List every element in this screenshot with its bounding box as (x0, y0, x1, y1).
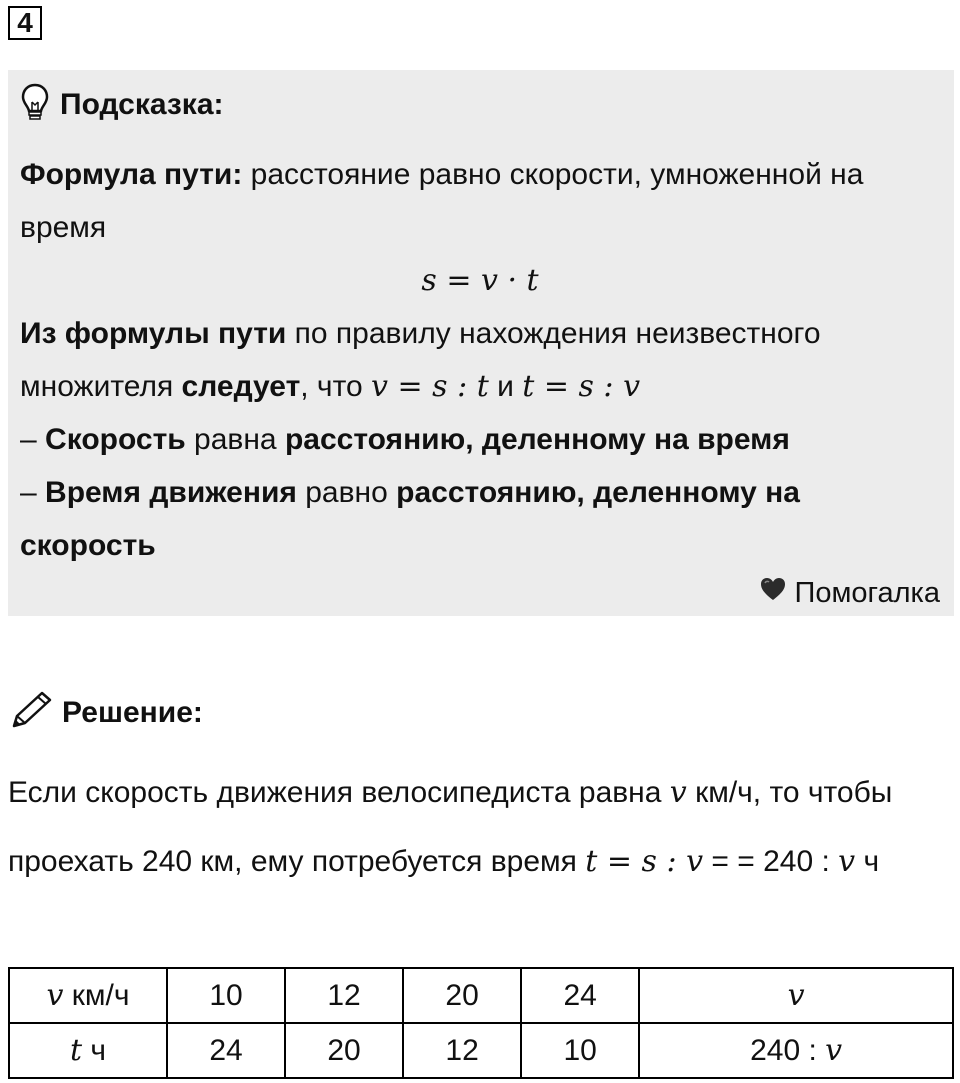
rule-time-bold2: расстоянию, деленному на скорость (20, 476, 800, 562)
table-cell: 24 (167, 1023, 285, 1078)
distance-formula (20, 254, 940, 307)
rule-speed-text: равна (185, 423, 285, 456)
hint-body (20, 148, 940, 572)
rule-time-bold1: Время движения (45, 476, 297, 509)
rule-time (20, 466, 940, 572)
table-row-speed (9, 968, 953, 1023)
speed-last-var: v (787, 978, 805, 1013)
formula: s = v · t (421, 263, 539, 298)
solution-title: Решение: (62, 695, 203, 729)
table-cell: 24 (521, 968, 639, 1023)
pencil-icon (8, 690, 54, 735)
rule-speed-bold1: Скорость (45, 423, 186, 456)
solution-p1: Если скорость движения велосипедиста равна (8, 776, 670, 809)
speed-unit: км/ч (63, 979, 130, 1012)
heart-icon (759, 576, 795, 610)
row-header-time (9, 1023, 167, 1078)
table-row-time (9, 1023, 953, 1078)
time-unit: ч (82, 1034, 107, 1067)
time-var: t (69, 1033, 83, 1068)
speed-var: v (46, 978, 64, 1013)
derivation-bold1: Из формулы пути (20, 317, 287, 350)
table-cell-last (639, 968, 953, 1023)
table-cell: 12 (285, 968, 403, 1023)
solution-header (8, 690, 203, 735)
table-cell: 12 (403, 1023, 521, 1078)
task-number: 4 (8, 6, 42, 40)
solution-formula: t = s : v (585, 844, 704, 879)
values-table (8, 967, 954, 1079)
time-last-var: v (825, 1033, 843, 1068)
row-header-speed (9, 968, 167, 1023)
credit-label: Помогалка (794, 576, 940, 609)
derivation-text1: по правилу нахождения неизвестного множителя (20, 317, 821, 403)
hint-title: Подсказка: (60, 87, 224, 121)
derivation (20, 307, 940, 413)
table-cell-last (639, 1023, 953, 1078)
solution-p4: ч (855, 845, 880, 878)
derivation-text2: , что (300, 370, 371, 403)
hint-panel (8, 70, 954, 616)
formula-label: Формула пути: (20, 158, 243, 191)
formula-definition (20, 148, 940, 254)
rule-speed (20, 413, 940, 466)
solution-p2: км/ч, то чтобы проехать 240 км, ему потребуется время (8, 776, 893, 878)
rule-speed-dash: – (20, 423, 46, 456)
speed-formula: v = s : t (371, 369, 489, 404)
derivation-bold2: следует (181, 370, 301, 403)
solution-v: v (669, 775, 687, 810)
rule-speed-bold2: расстоянию, деленному на время (284, 423, 790, 456)
table-cell: 20 (285, 1023, 403, 1078)
table-cell: 10 (167, 968, 285, 1023)
lightbulb-icon (20, 82, 50, 127)
hint-header (20, 82, 224, 127)
table-cell: 10 (521, 1023, 639, 1078)
rule-time-dash: – (20, 476, 46, 509)
time-formula: t = s : v (522, 369, 641, 404)
formula-text: расстояние равно скорости, умноженной на время (20, 158, 864, 244)
table-cell: 20 (403, 968, 521, 1023)
solution-v2: v (838, 844, 856, 879)
rule-time-text: равно (296, 476, 397, 509)
derivation-text3: и (488, 370, 523, 403)
solution-p3: = = 240 : (703, 845, 839, 878)
time-last-prefix: 240 : (750, 1034, 826, 1067)
credit (759, 576, 940, 610)
solution-text (8, 758, 953, 896)
